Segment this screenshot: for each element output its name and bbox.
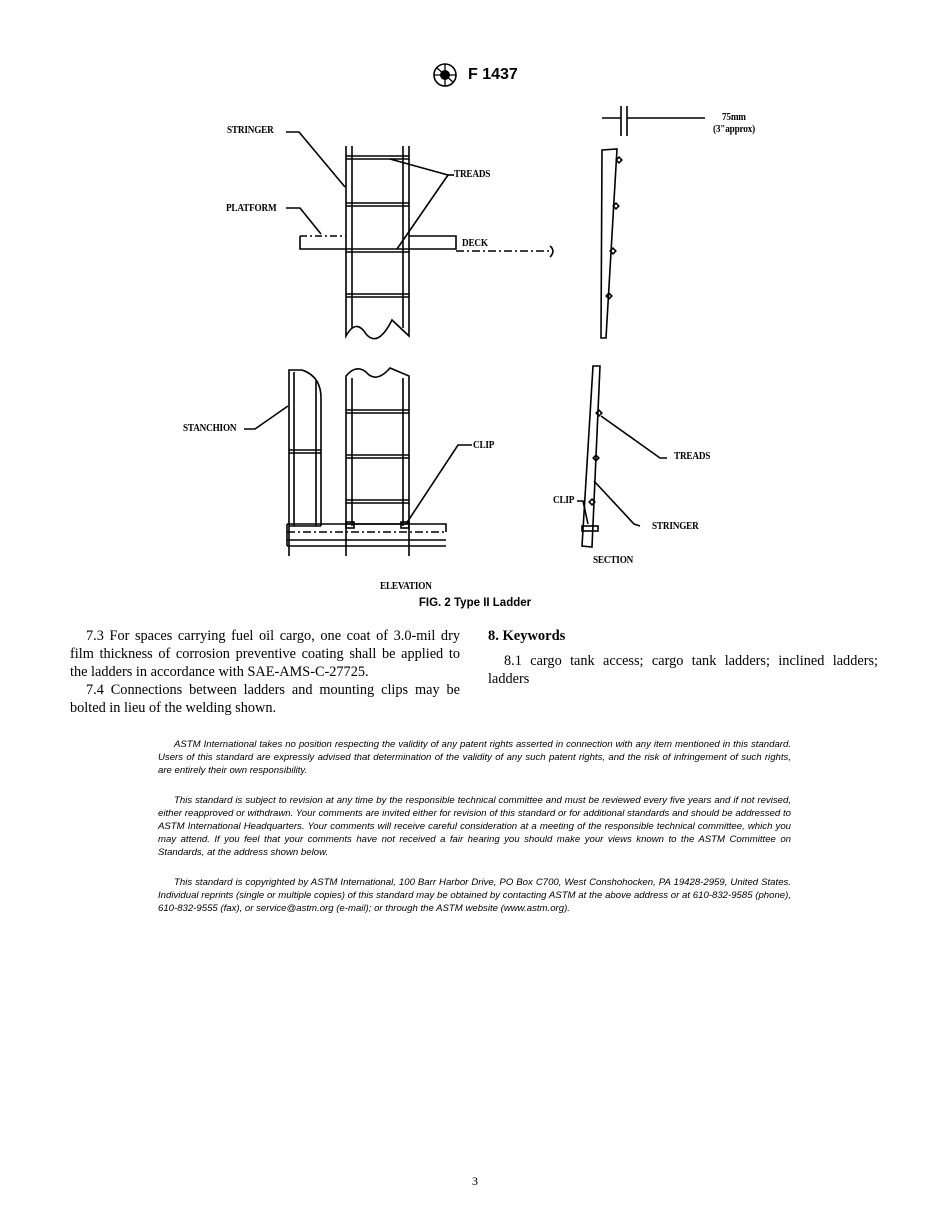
left-column (70, 627, 460, 717)
paragraph-7-3: 7.3 For spaces carrying fuel oil cargo, one coat of 3.0-mil dry film thickness of corrosion preventive coating shall be applied to the ladders in accordance with SAE-AMS-C-27725. (70, 628, 460, 680)
label-clip-section: CLIP (553, 495, 575, 506)
section-heading-keywords: 8. Keywords (488, 628, 566, 644)
right-column (488, 627, 878, 688)
label-stanchion: STANCHION (183, 423, 237, 434)
label-dimension-imperial: (3"approx) (713, 124, 755, 135)
label-platform: PLATFORM (226, 203, 277, 214)
label-clip-elevation: CLIP (473, 440, 495, 451)
page-number: 3 (472, 1174, 478, 1188)
notice-patent: ASTM International takes no position respecting the validity of any patent rights asserted in connection with any item mentioned in this standard. Users of this standard are expressly advised that determination of the validity of any such patent rights, and the risk of infringement of such rights, are entirely their own responsibility. (158, 739, 791, 776)
label-section: SECTION (593, 555, 634, 566)
legal-notices (158, 738, 791, 932)
label-stringer-section: STRINGER (652, 521, 699, 532)
standard-designation: F 1437 (468, 66, 518, 83)
label-dimension-metric: 75mm (722, 112, 746, 123)
notice-revision: This standard is subject to revision at any time by the responsible technical committee and must be reviewed every five years and if not revised, either reapproved or withdrawn. Your comments are invited either for revision of this standard or for additional standards and should be addressed to ASTM International Headquarters. Your comments will receive careful consideration at a meeting of the responsible technical committee, which you may attend. If you feel that your comments have not received a fair hearing you should make your views known to the ASTM Committee on Standards, at the address shown below. (158, 795, 791, 858)
figure-2-type-ii-ladder (170, 96, 790, 606)
label-elevation: ELEVATION (380, 581, 432, 592)
page-header (430, 62, 518, 88)
notice-copyright: This standard is copyrighted by ASTM International, 100 Barr Harbor Drive, PO Box C700, West Conshohocken, PA 19428-2959, United States. Individual reprints (single or multiple copies) of this standard may be obtained by contacting ASTM at the above address or at 610-832-9585 (phone), 610-832-9555 (fax), or service@astm.org (e-mail); or through the ASTM website (www.astm.org). (158, 877, 791, 914)
astm-logo-icon (430, 62, 460, 88)
label-deck: DECK (462, 238, 488, 249)
paragraph-8-1: 8.1 cargo tank access; cargo tank ladders; inclined ladders; ladders (488, 653, 878, 687)
label-treads-section: TREADS (674, 451, 711, 462)
figure-caption: FIG. 2 Type II Ladder (418, 597, 532, 609)
label-stringer-top: STRINGER (227, 125, 274, 136)
paragraph-7-4: 7.4 Connections between ladders and mounting clips may be bolted in lieu of the welding shown. (70, 682, 460, 716)
label-treads-top: TREADS (454, 169, 491, 180)
